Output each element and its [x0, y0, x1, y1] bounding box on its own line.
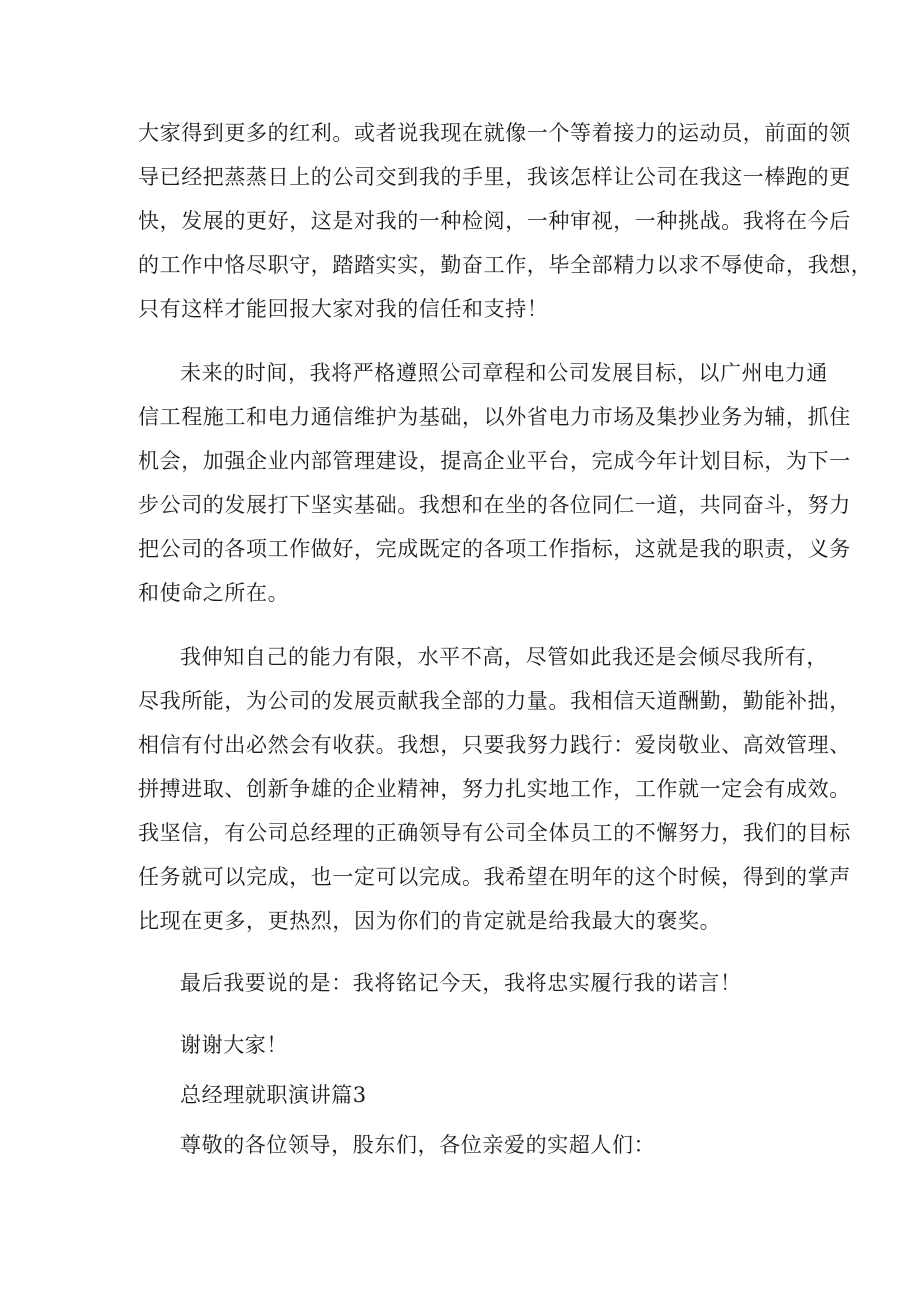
paragraph-line: 尽我所能，为公司的发展贡献我全部的力量。我相信天道酬勤，勤能补拙，: [138, 689, 851, 713]
paragraph-line: 任务就可以完成，也一定可以完成。我希望在明年的这个时候，得到的掌声: [138, 865, 851, 889]
paragraph-line: 谢谢大家！: [180, 1033, 288, 1057]
paragraph-line: 比现在更多，更热烈，因为你们的肯定就是给我最大的褒奖。: [138, 909, 722, 933]
paragraph-line: 未来的时间，我将严格遵照公司章程和公司发展目标，以广州电力通: [180, 361, 828, 385]
paragraph-line: 步公司的发展打下坚实基础。我想和在坐的各位同仁一道，共同奋斗，努力: [138, 493, 851, 517]
paragraph-line: 最后我要说的是：我将铭记今天，我将忠实履行我的诺言！: [180, 971, 742, 995]
paragraph-line: 信工程施工和电力通信维护为基础，以外省电力市场及集抄业务为辅，抓住: [138, 405, 851, 429]
paragraph-line: 我坚信，有公司总经理的正确领导有公司全体员工的不懈努力，我们的目标: [138, 821, 851, 845]
paragraph-line: 快，发展的更好，这是对我的一种检阅，一种审视，一种挑战。我将在今后: [138, 209, 851, 233]
section-heading: 总经理就职演讲篇3: [180, 1083, 367, 1107]
paragraph-line: 拼搏进取、创新争雄的企业精神，努力扎实地工作，工作就一定会有成效。: [138, 777, 851, 801]
paragraph-line: 只有这样才能回报大家对我的信任和支持！: [138, 297, 549, 321]
paragraph-line: 导已经把蒸蒸日上的公司交到我的手里，我该怎样让公司在我这一棒跑的更: [138, 165, 851, 189]
paragraph-line: 机会，加强企业内部管理建设，提高企业平台，完成今年计划目标，为下一: [138, 449, 851, 473]
paragraph-line: 大家得到更多的红利。或者说我现在就像一个等着接力的运动员，前面的领: [138, 121, 851, 145]
salutation-line: 尊敬的各位领导，股东们，各位亲爱的实超人们：: [180, 1133, 656, 1157]
paragraph-line: 和使命之所在。: [138, 581, 290, 605]
paragraph-line: 我伸知自己的能力有限，水平不高，尽管如此我还是会倾尽我所有，: [180, 645, 828, 669]
paragraph-line: 的工作中恪尽职守，踏踏实实，勤奋工作，毕全部精力以求不辱使命，我想，: [138, 253, 873, 277]
paragraph-line: 把公司的各项工作做好，完成既定的各项工作指标，这就是我的职责，义务: [138, 537, 851, 561]
paragraph-line: 相信有付出必然会有收获。我想，只要我努力践行：爱岗敬业、高效管理、: [138, 733, 851, 757]
